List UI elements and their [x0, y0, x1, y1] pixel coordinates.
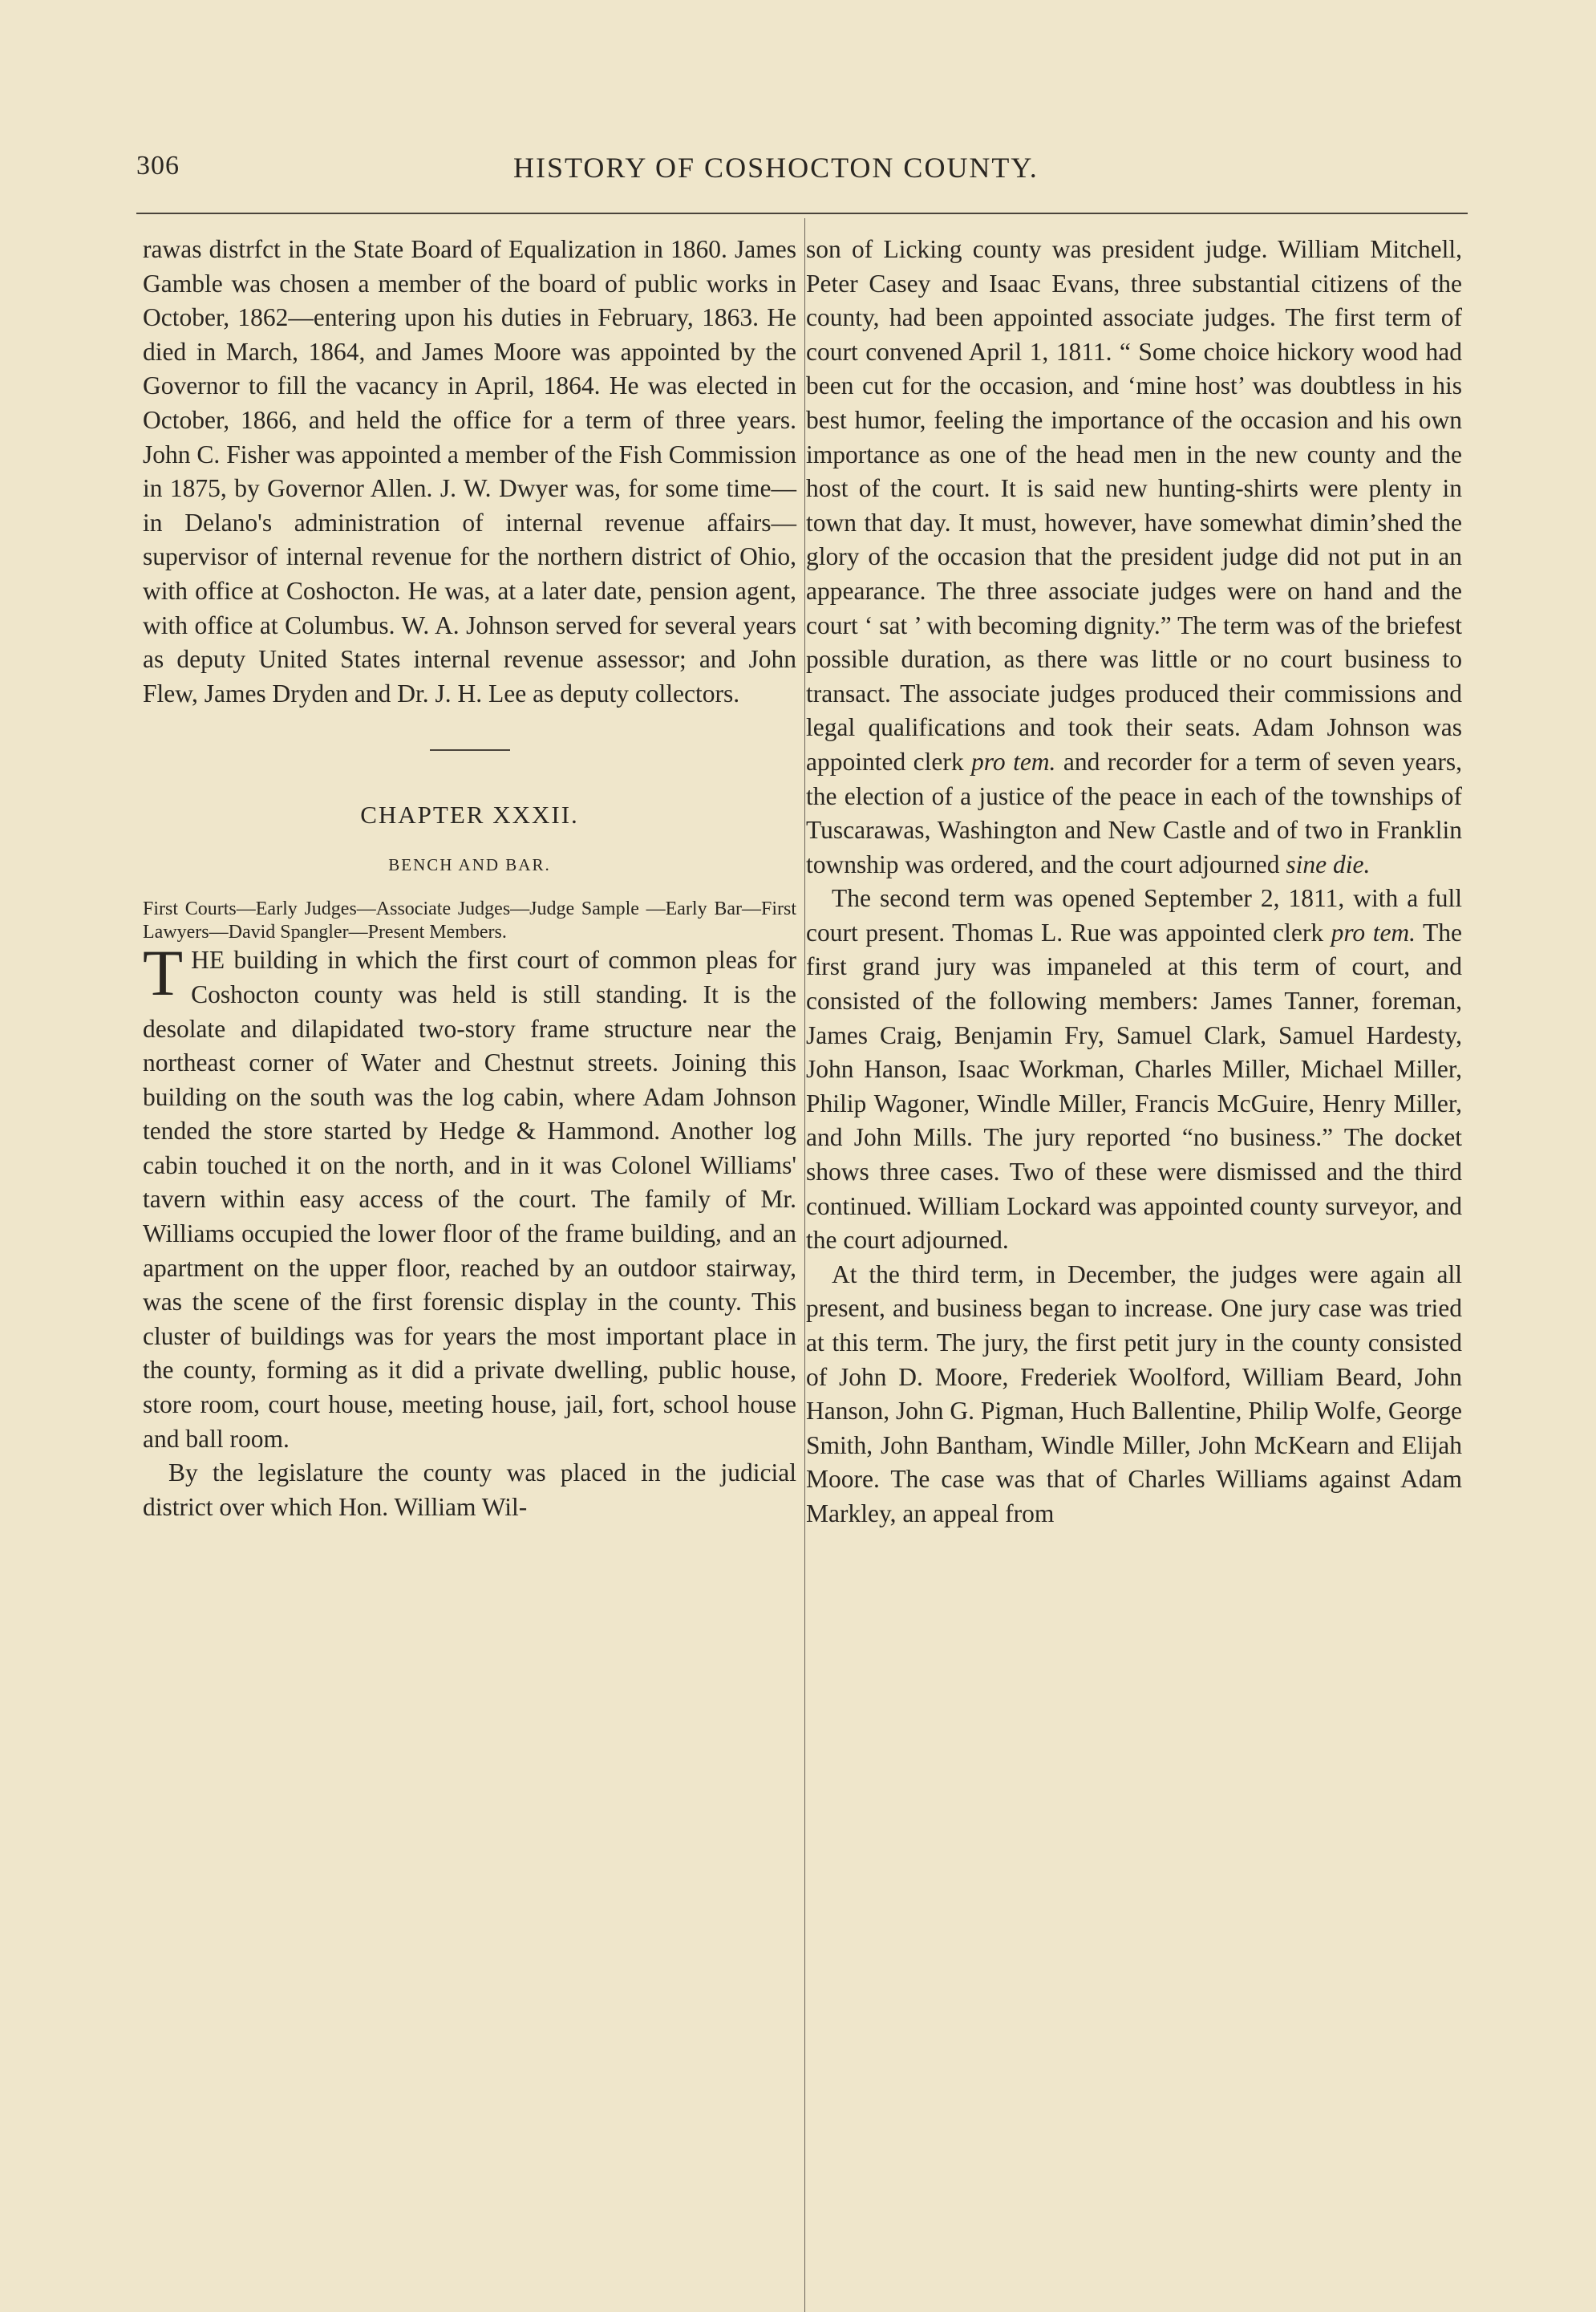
drop-cap: T: [143, 936, 184, 1010]
right-column: [806, 233, 1462, 1531]
text-run: son of Licking county was president judge. William Mitchell, Peter Casey and Isaac Evans, three substantial citizens of the county, had been appointed associate judges. The first term of court convened April 1, 1811. “ Some choice hickory wood had been cut for the occasion, and ‘mine host’ was doubtless in his best humor, feeling the importance of the occasion and his own importance as one of the head men in the new county and the host of the court. It is said new hunting-shirts were plenty in town that day. It must, however, have somewhat diminʼshed the glory of the occasion that the president judge did not put in an appearance. The three associate judges were on hand and the court ‘ sat ’ with becoming dignity.” The term was of the briefest possible duration, as there was little or no court business to transact. The associate judges produced their commissions and legal qualifications and took their seats. Adam Johnson was appointed clerk: [806, 235, 1462, 776]
text-run: The second term was opened September 2, 1811, with a full court present. Thomas L. Rue was appointed clerk: [806, 884, 1462, 947]
chapter-separator-rule: [430, 749, 510, 751]
chapter-title: CHAPTER XXXII.: [360, 801, 579, 829]
header-rule: [136, 213, 1468, 214]
left-column: [143, 233, 796, 1524]
paragraph-continued: [806, 233, 1462, 882]
italic-pro-tem: pro tem.: [971, 747, 1056, 776]
italic-sine-die: sine die.: [1286, 850, 1371, 878]
paragraph: By the legislature the county was placed in the judicial district over which Hon. William Wil-: [143, 1458, 796, 1521]
opening-paragraph: [143, 936, 796, 1456]
paragraph: [806, 882, 1462, 1258]
column-divider: [804, 218, 805, 2312]
opening-paragraph-text: HE building in which the first court of common pleas for Coshocton county was held is still standing. It is the desolate and dilapidated two-story frame structure near the northeast corner of Water and Chestnut streets. Joining this building on the south was the log cabin, where Adam Johnson tended the store started by Hedge & Hammond. Another log cabin touched it on the north, and in it was Colonel Williams' tavern within easy access of the court. The family of Mr. Williams occupied the lower floor of the frame building, and an apartment on the upper floor, reached by an outdoor stairway, was the scene of the first forensic display in the county. This cluster of buildings was for years the most important place in the county, forming as it did a private dwelling, public house, store room, court house, meeting house, jail, fort, school house and ball room.: [143, 946, 796, 1453]
italic-pro-tem: pro tem.: [1331, 918, 1416, 947]
running-head: [0, 144, 1596, 193]
text-run: The first grand jury was impaneled at this term of court, and consisted of the following members: James Tanner, foreman, James Craig, Benjamin Fry, Samuel Clark, Samuel Hardesty, John Hanson, Isaac Workman, Charles Miller, Michael Miller, Philip Wagoner, Windle Miller, Francis McGuire, Henry Miller, and John Mills. The jury reported “no business.” The docket shows three cases. Two of these were dismissed and the third continued. William Lockard was appointed county surveyor, and the court adjourned.: [806, 918, 1462, 1255]
chapter-summary: First Courts—Early Judges—Associate Judges—Judge Sample —Early Bar—First Lawyers—David Spangler—Present Members.: [143, 898, 796, 943]
paragraph: At the third term, in December, the judges were again all present, and business began to increase. One jury case was tried at this term. The jury, the first petit jury in the county consisted of John D. Moore, Frederiek Woolford, William Beard, John Hanson, John G. Pigman, Huch Ballentine, Philip Wolfe, George Smith, John Bantham, Windle Miller, John McKearn and Elijah Moore. The case was that of Charles Williams against Adam Markley, an appeal from: [806, 1259, 1462, 1527]
running-title: HISTORY OF COSHOCTON COUNTY.: [513, 152, 1039, 184]
paragraph-continued: rawas distrfct in the State Board of Equalization in 1860. James Gamble was chosen a member of the board of public works in October, 1862—entering upon his duties in February, 1863. He died in March, 1864, and James Moore was appointed by the Governor to fill the vacancy in April, 1864. He was elected in October, 1866, and held the office for a term of three years. John C. Fisher was appointed a member of the Fish Commission in 1875, by Governor Allen. J. W. Dwyer was, for some time—in Delano's administration of internal revenue affairs—supervisor of internal revenue for the northern district of Ohio, with office at Coshocton. He was, at a later date, pension agent, with office at Columbus. W. A. Johnson served for several years as deputy United States internal revenue assessor; and John Flew, James Dryden and Dr. J. H. Lee as deputy collectors.: [143, 235, 796, 708]
chapter-subtitle: BENCH AND BAR.: [388, 855, 551, 875]
text-run: and recorder for a term of seven years, the election of a justice of the peace in each of the townships of Tuscarawas, Washington and New Castle and of two in Franklin township was ordered, and the court adjourned: [806, 747, 1463, 878]
page-number: 306: [136, 151, 180, 180]
